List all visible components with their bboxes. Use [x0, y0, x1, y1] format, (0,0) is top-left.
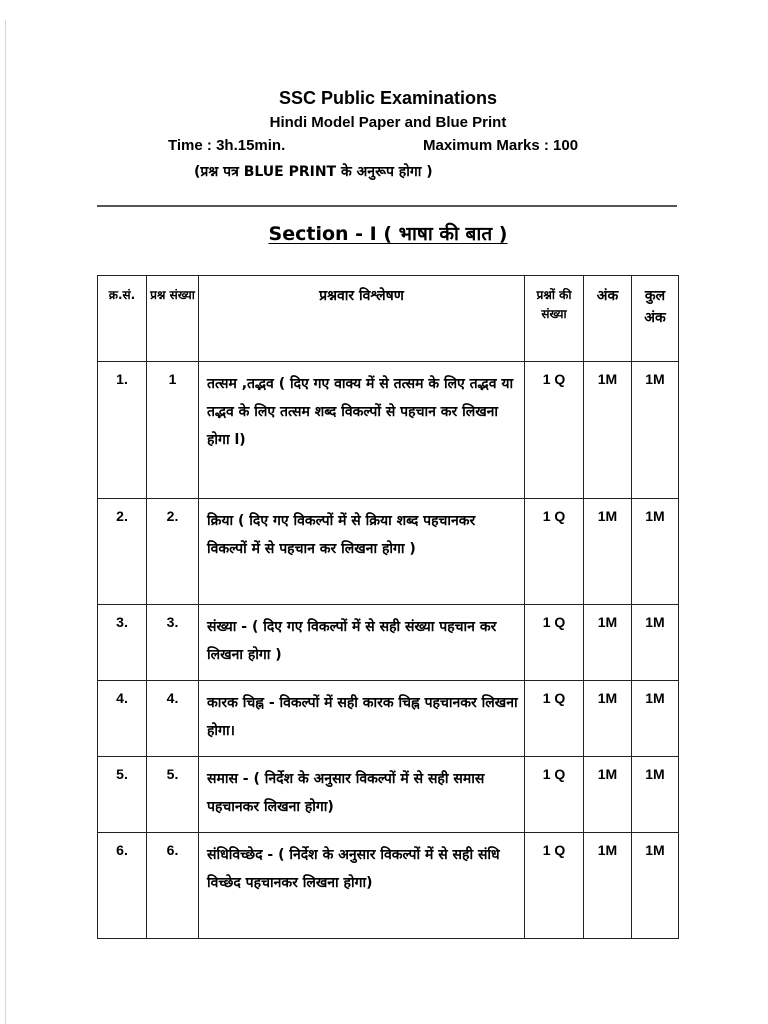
- row-topic: कारक चिह्न - विकल्पों में सही कारक चिह्न पहचानकर लिखना होगा।: [199, 681, 525, 757]
- row-topic: संधिविच्छेद - ( निर्देश के अनुसार विकल्पों में से सही संधि विच्छेद पहचानकर लिखना होगा): [199, 833, 525, 939]
- row-total: 1M: [632, 605, 679, 681]
- table-header-row: [98, 276, 679, 362]
- table-row: [98, 757, 679, 833]
- row-marks: 1M: [584, 605, 632, 681]
- row-topic: क्रिया ( दिए गए विकल्पों में से क्रिया शब्द पहचानकर विकल्पों में से पहचान कर लिखना होगा ): [199, 499, 525, 605]
- row-total: 1M: [632, 499, 679, 605]
- row-question-no: 2.: [147, 499, 199, 605]
- row-serial: 6.: [98, 833, 147, 939]
- header-serial: क्र.सं.: [98, 276, 147, 362]
- row-total: 1M: [632, 681, 679, 757]
- row-marks: 1M: [584, 833, 632, 939]
- row-total: 1M: [632, 362, 679, 499]
- row-question-no: 6.: [147, 833, 199, 939]
- row-topic: तत्सम ,तद्भव ( दिए गए वाक्य में से तत्सम के लिए तद्भव या तद्भव के लिए तत्सम शब्द विकल्पों से पहचान कर लिखना होगा l): [199, 362, 525, 499]
- row-serial: 4.: [98, 681, 147, 757]
- section-title: Section - I ( भाषा की बात ): [268, 223, 508, 245]
- row-total: 1M: [632, 833, 679, 939]
- row-question-count: 1 Q: [525, 833, 584, 939]
- exam-title: SSC Public Examinations: [278, 88, 498, 108]
- header-question-count: प्रश्नों की संख्या: [525, 276, 584, 362]
- exam-time: Time : 3h.15min.: [168, 137, 286, 154]
- row-question-no: 5.: [147, 757, 199, 833]
- row-marks: 1M: [584, 499, 632, 605]
- header-analysis: प्रश्नवार विश्लेषण: [199, 276, 525, 362]
- paper-subtitle: Hindi Model Paper and Blue Print: [269, 114, 507, 131]
- header-marks: अंक: [584, 276, 632, 362]
- maximum-marks: Maximum Marks : 100: [423, 137, 579, 154]
- blueprint-note: (प्रश्न पत्र BLUE PRINT के अनुरूप होगा ): [194, 164, 433, 180]
- row-topic: समास - ( निर्देश के अनुसार विकल्पों में से सही समास पहचानकर लिखना होगा): [199, 757, 525, 833]
- row-marks: 1M: [584, 681, 632, 757]
- table-row: [98, 833, 679, 939]
- row-topic: संख्या - ( दिए गए विकल्पों में से सही संख्या पहचान कर लिखना होगा ): [199, 605, 525, 681]
- page-edge-line: [5, 20, 6, 1024]
- row-question-no: 1: [147, 362, 199, 499]
- row-marks: 1M: [584, 362, 632, 499]
- table-row: [98, 681, 679, 757]
- row-marks: 1M: [584, 757, 632, 833]
- row-serial: 1.: [98, 362, 147, 499]
- header-total-marks: कुल अंक: [632, 276, 679, 362]
- header-divider: [97, 205, 677, 207]
- row-question-count: 1 Q: [525, 362, 584, 499]
- row-question-no: 4.: [147, 681, 199, 757]
- row-serial: 5.: [98, 757, 147, 833]
- blueprint-table: [97, 275, 679, 939]
- table-row: [98, 362, 679, 499]
- row-question-count: 1 Q: [525, 499, 584, 605]
- row-serial: 3.: [98, 605, 147, 681]
- row-question-count: 1 Q: [525, 681, 584, 757]
- row-serial: 2.: [98, 499, 147, 605]
- row-total: 1M: [632, 757, 679, 833]
- row-question-count: 1 Q: [525, 605, 584, 681]
- row-question-no: 3.: [147, 605, 199, 681]
- header-question-no: प्रश्न संख्या: [147, 276, 199, 362]
- table-row: [98, 499, 679, 605]
- table-row: [98, 605, 679, 681]
- row-question-count: 1 Q: [525, 757, 584, 833]
